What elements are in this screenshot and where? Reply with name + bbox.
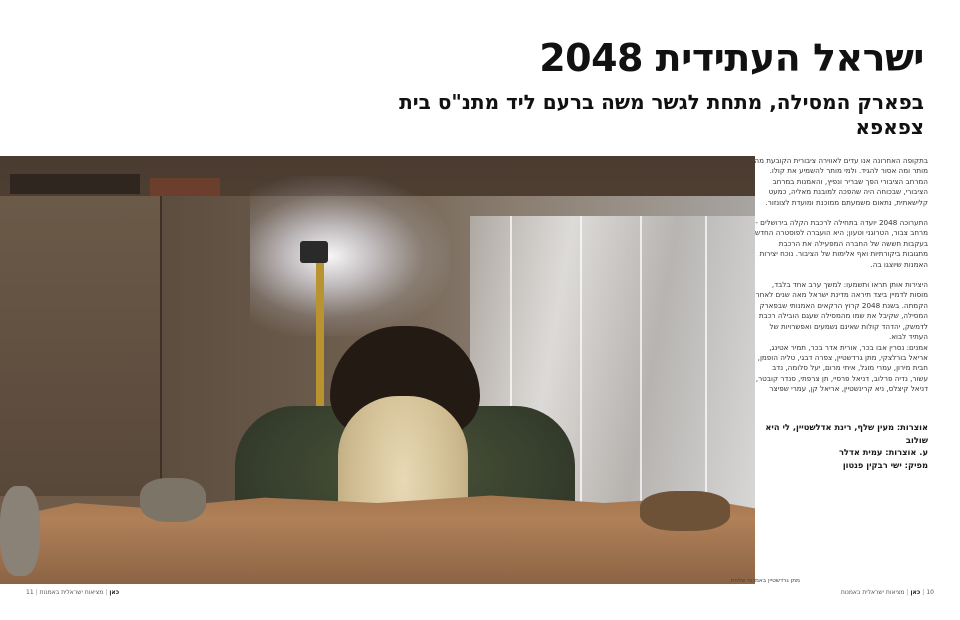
credit-curators: אוצרות: מעין שלף, רינת אדלשטיין, לי היא שולוב xyxy=(765,422,928,445)
photo-wall-left xyxy=(0,196,162,496)
footer-left: כאן|מציאות ישראלית באמנות|11 xyxy=(26,589,120,596)
page-title: ישראל העתידית 2048 xyxy=(539,36,924,80)
photo-rock xyxy=(140,478,206,522)
photo-credit: מתן גרדשטיין באמנות שלפת xyxy=(730,578,800,584)
credits-block xyxy=(753,421,928,471)
photo-rock xyxy=(640,491,730,531)
article-body xyxy=(753,156,928,405)
photo-beam xyxy=(150,178,220,196)
photo-rock xyxy=(0,486,40,576)
page-subtitle: בפארק המסילה, מתחת לגשר משה ברעם ליד מתנ"ס בית צפאפא xyxy=(399,90,924,139)
brand-name: כאן xyxy=(109,589,120,596)
photo-lamp xyxy=(300,241,328,263)
footer-section: מציאות ישראלית באמנות xyxy=(39,589,104,596)
artists-list: אמנים: נסרין אבו בכר, אורית אדר בכר, תמיר אטינג, אריאל בורלצקי, מתן גרדשטיין, צפרה דבגי, טליה הופמן, חבית מירון, עמרי מוגל, איתי מרום, יעל סלומה, נדב עשור, נדיה פרלוב, דניאל פרסיי, תן צרפתי, סנדר קובטר, דניאל קיצלס, ניא קרינשטיין, אריאל קן, עמרי שפיצר xyxy=(755,342,928,394)
credit-assistant-curator: ע. אוצרות: עמית אדלר xyxy=(838,447,928,457)
brand-name: כאן xyxy=(910,589,921,596)
feature-photo xyxy=(0,156,755,584)
footer-section: מציאות ישראלית באמנות xyxy=(840,589,905,596)
photo-light-glow xyxy=(250,176,450,336)
article-paragraph: היצירות אותן תראו ותשמעו: למשך ערב אחד בלבד, מוסות לדמיין ביצד תיראה מדינת ישראל מאה שנים לאחר הקמתה. בשנת 2048 קרוץ הרקאים האמנותי שבפארק המסילה, שקיבל את שמו מהמסילה שעגם הובילה רכבת לדמשק, יהדהד קולות שאינם נשמעים ואפשרויות של העתיד לבוא. xyxy=(755,280,928,342)
article-paragraph: התערוכה 2048 יועדה בתחילה לרכבת הקלה בירושלים - מרחב צבור, הטרוגני וטעון; היא הועברה לפוסטרה החדש בעקבות חששה של החברה המפעילה את הרכבת מתגובות ביקורתיות ואף אלימות של הציבור. נוכח יצירות האמנות שיוצגו בה. xyxy=(755,218,928,269)
page-number: 11 xyxy=(26,589,34,596)
credit-producer: מפיק: ישי רבקין פנטון xyxy=(842,459,928,470)
article-paragraph: בתקופה האחרונה אנו עדים לאווירה ציבורית הקובעת מה מותר ומה אסור להגיד. ולמי מותר להשמיע את קולו. המרחב הציבורי הפך שבריר ונפיץ, והאמנות במרחב הציבורי, שבכוחה היה שהפכה למובנת מאליה, כמעט קלישאתית, נתאום משמעתם ממוכנת ומועדת לצונזור. xyxy=(754,156,928,207)
footer-right: 10|כאן|מציאות ישראלית באמנות xyxy=(840,589,934,596)
photo-beam xyxy=(10,174,140,194)
page-number: 10 xyxy=(926,589,934,596)
